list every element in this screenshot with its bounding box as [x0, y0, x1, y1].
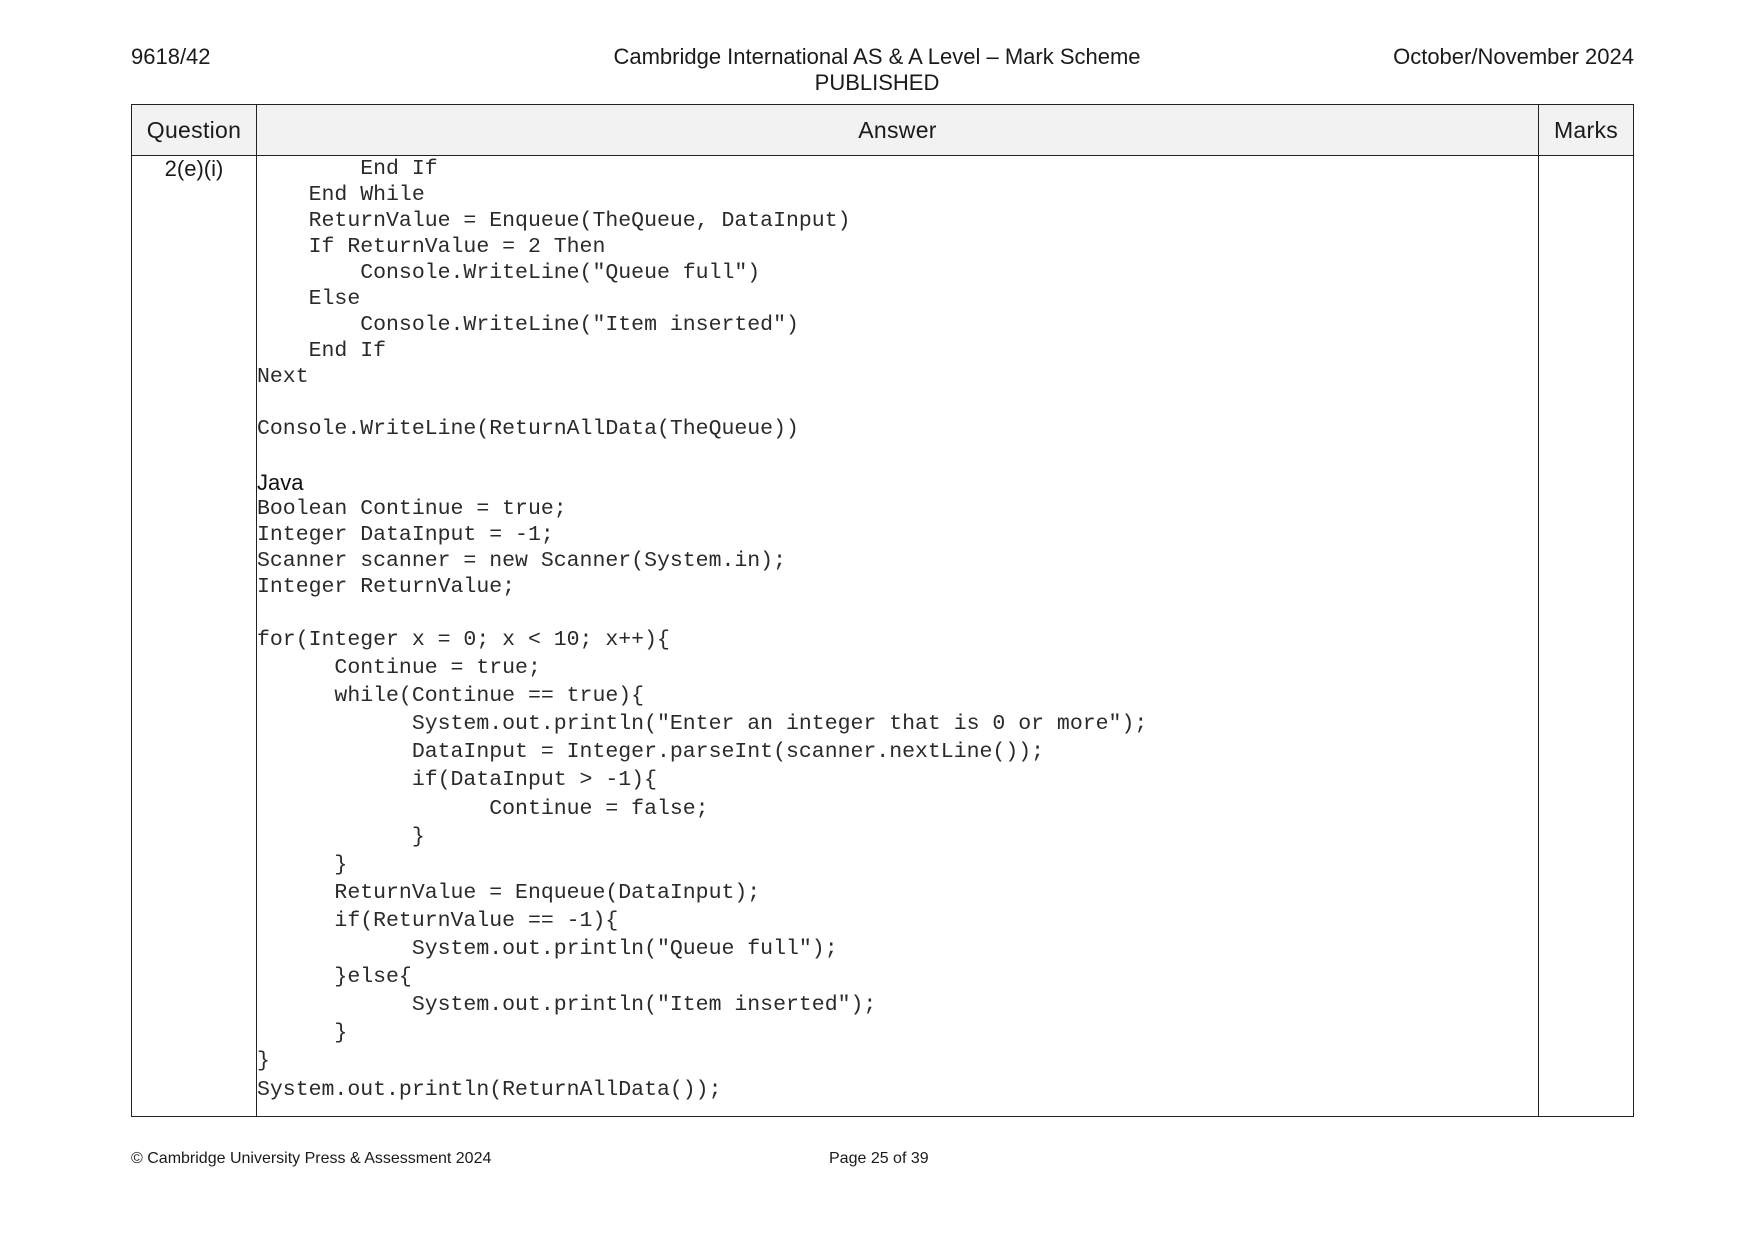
table-header-row: [132, 105, 1634, 156]
answer-header: Answer: [257, 105, 1539, 156]
java-declarations: Boolean Continue = true; Integer DataInput = -1; Scanner scanner = new Scanner(System.in); Integer ReturnValue;: [257, 497, 786, 599]
exam-session: October/November 2024: [1393, 44, 1634, 69]
question-header: Question: [132, 105, 257, 156]
question-number: 2(e)(i): [132, 156, 257, 1117]
title-line: Cambridge International AS & A Level – Mark Scheme: [613, 44, 1141, 69]
mark-scheme-table: [131, 104, 1634, 1117]
table-row: [132, 156, 1634, 1117]
page-number: Page 25 of 39: [829, 1150, 929, 1167]
copyright-notice: © Cambridge University Press & Assessment 2024: [131, 1150, 492, 1167]
published-label: PUBLISHED: [814, 70, 940, 95]
paper-code: 9618/42: [131, 44, 211, 69]
answer-cell: [257, 156, 1539, 1117]
vb-code-block: End If End While ReturnValue = Enqueue(TheQueue, DataInput) If ReturnValue = 2 Then Console.WriteLine("Queue full") Else Console.WriteLine("Item inserted") End If Next Console.WriteLine(ReturnAllData(TheQueue)): [257, 157, 851, 441]
marks-header: Marks: [1539, 105, 1634, 156]
java-loop-block: for(Integer x = 0; x < 10; x++){ Continue = true; while(Continue == true){ System.out.println("Enter an integer that is 0 or more"); DataInput = Integer.parseInt(scanner.nextLine()); if(DataInput > -1){ Continue = false; } } ReturnValue = Enqueue(DataInput); if(ReturnValue == -1){ System.out.println("Queue full"); }else{ System.out.println("Item inserted"); } } System.out.println(ReturnAllData());: [257, 628, 1148, 1102]
marks-cell: [1539, 156, 1634, 1117]
java-heading: Java: [257, 470, 304, 495]
